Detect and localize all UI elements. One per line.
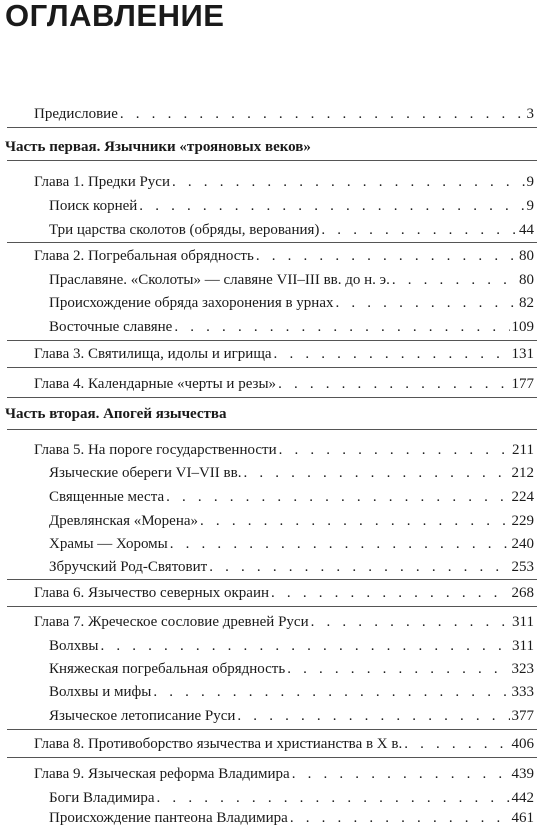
toc-entry-chapter-8[interactable] (0, 734, 540, 754)
toc-entry-section[interactable] (0, 706, 540, 726)
toc-leader-dots (256, 246, 517, 266)
toc-entry-label: Языческое летописание Руси (49, 708, 236, 724)
toc-leader-dots (170, 534, 510, 554)
toc-entry-chapter-3[interactable] (0, 344, 540, 364)
toc-entry-section[interactable] (0, 788, 540, 808)
toc-leader-dots (321, 220, 517, 240)
toc-entry-section[interactable] (0, 463, 540, 483)
toc-entry-label: Глава 9. Языческая реформа Владимира (34, 766, 290, 782)
toc-leader-dots (172, 172, 525, 192)
toc-entry-page: 44 (519, 222, 534, 238)
toc-entry-label: Глава 3. Святилища, идолы и игрища (34, 346, 272, 362)
toc-entry-page: 211 (512, 442, 534, 458)
toc-entry-page: 177 (511, 376, 534, 392)
toc-entry-label: Происхождение обряда захоронения в урнах (49, 295, 334, 311)
toc-entry-page: 240 (511, 536, 534, 552)
toc-leader-dots (404, 734, 509, 754)
toc-entry-label: Происхождение пантеона Владимира (49, 810, 288, 826)
divider (7, 579, 537, 580)
toc-entry-chapter-4[interactable] (0, 374, 540, 394)
toc-entry-section[interactable] (0, 317, 540, 337)
divider (7, 606, 537, 607)
toc-entry-label: Боги Владимира (49, 790, 155, 806)
toc-entry-page: 268 (511, 585, 534, 601)
toc-leader-dots (292, 764, 510, 784)
toc-leader-dots (157, 788, 510, 808)
toc-entry-label: Три царства сколотов (обряды, верования) (49, 222, 320, 238)
toc-entry-page: 3 (526, 106, 534, 122)
divider (7, 429, 537, 430)
divider (7, 242, 537, 243)
toc-entry-page: 253 (511, 559, 534, 575)
toc-entry-chapter-1[interactable] (0, 172, 540, 192)
toc-entry-label: Глава 1. Предки Руси (34, 174, 170, 190)
toc-leader-dots (153, 682, 509, 702)
toc-leader-dots (237, 706, 509, 726)
toc-entry-section[interactable] (0, 557, 540, 577)
toc-entry-page: 212 (511, 465, 534, 481)
part-heading-2: Часть вторая. Апогей язычества (5, 406, 227, 422)
toc-entry-chapter-5[interactable] (0, 440, 540, 460)
toc-entry-page: 9 (526, 198, 534, 214)
page-title: ОГЛАВЛЕНИЕ (5, 0, 225, 33)
toc-entry-chapter-7[interactable] (0, 612, 540, 632)
toc-entry-page: 80 (519, 248, 534, 264)
toc-leader-dots (311, 612, 510, 632)
toc-leader-dots (287, 659, 509, 679)
toc-entry-section[interactable] (0, 659, 540, 679)
toc-entry-page: 461 (511, 810, 534, 826)
divider (7, 160, 537, 161)
toc-leader-dots (392, 270, 517, 290)
divider (7, 729, 537, 730)
toc-entry-section[interactable] (0, 636, 540, 656)
toc-entry-page: 323 (511, 661, 534, 677)
toc-leader-dots (139, 196, 524, 216)
toc-entry-section[interactable] (0, 682, 540, 702)
toc-entry-label: Княжеская погребальная обрядность (49, 661, 286, 677)
toc-leader-dots (290, 808, 510, 828)
toc-entry-label: Праславяне. «Сколоты» — славяне VII–III вв. до н. э. (49, 272, 390, 288)
divider (7, 127, 537, 128)
toc-entry-preface[interactable] (0, 104, 540, 124)
toc-entry-section[interactable] (0, 487, 540, 507)
toc-entry-label: Глава 5. На пороге государственности (34, 442, 277, 458)
toc-leader-dots (243, 463, 509, 483)
toc-entry-label: Глава 4. Календарные «черты и резы» (34, 376, 277, 392)
divider (7, 367, 537, 368)
toc-entry-page: 82 (519, 295, 534, 311)
divider (7, 397, 537, 398)
toc-entry-chapter-2[interactable] (0, 246, 540, 266)
toc-entry-section[interactable] (0, 293, 540, 313)
toc-entry-page: 406 (511, 736, 534, 752)
toc-entry-label: Глава 2. Погребальная обрядность (34, 248, 254, 264)
toc-entry-page: 80 (519, 272, 534, 288)
part-heading-1: Часть первая. Язычники «трояновых веков» (5, 139, 311, 155)
toc-entry-section[interactable] (0, 511, 540, 531)
toc-entry-section[interactable] (0, 220, 540, 240)
toc-entry-label: Глава 6. Язычество северных окраин (34, 585, 270, 601)
toc-entry-page: 333 (511, 684, 534, 700)
toc-entry-page: 442 (511, 790, 534, 806)
toc-entry-label: Поиск корней (49, 198, 138, 214)
toc-leader-dots (166, 487, 509, 507)
divider (7, 340, 537, 341)
divider (7, 757, 537, 758)
toc-leader-dots (274, 344, 510, 364)
toc-leader-dots (100, 636, 510, 656)
toc-entry-chapter-6[interactable] (0, 583, 540, 603)
toc-entry-label: Языческие обереги VI–VII вв. (49, 465, 242, 481)
toc-entry-label: Храмы — Хоромы (49, 536, 168, 552)
toc-entry-label: Збручский Род-Святовит (49, 559, 208, 575)
toc-entry-chapter-9[interactable] (0, 764, 540, 784)
toc-leader-dots (200, 511, 509, 531)
toc-entry-page: 9 (526, 174, 534, 190)
toc-entry-label: Глава 8. Противоборство язычества и христианства в X в. (34, 736, 403, 752)
toc-entry-section[interactable] (0, 270, 540, 290)
toc-entry-page: 377 (511, 708, 534, 724)
toc-entry-label: Священные места (49, 489, 165, 505)
toc-entry-label: Предисловие (34, 106, 118, 122)
toc-leader-dots (174, 317, 509, 337)
toc-leader-dots (278, 374, 509, 394)
toc-entry-label: Глава 7. Жреческое сословие древней Руси (34, 614, 309, 630)
toc-entry-section[interactable] (0, 196, 540, 216)
toc-leader-dots (209, 557, 509, 577)
toc-entry-page: 229 (511, 513, 534, 529)
toc-entry-page: 311 (512, 638, 534, 654)
toc-entry-page: 439 (511, 766, 534, 782)
toc-entry-section[interactable] (0, 534, 540, 554)
toc-entry-section[interactable] (0, 808, 540, 828)
toc-entry-label: Древлянская «Морена» (49, 513, 199, 529)
toc-entry-label: Восточные славяне (49, 319, 173, 335)
toc-entry-page: 224 (511, 489, 534, 505)
toc-entry-page: 109 (511, 319, 534, 335)
toc-leader-dots (279, 440, 510, 460)
toc-entry-label: Волхвы и мифы (49, 684, 152, 700)
toc-leader-dots (335, 293, 517, 313)
toc-leader-dots (120, 104, 525, 124)
toc-leader-dots (271, 583, 509, 603)
toc-entry-label: Волхвы (49, 638, 99, 654)
toc-entry-page: 311 (512, 614, 534, 630)
toc-entry-page: 131 (511, 346, 534, 362)
